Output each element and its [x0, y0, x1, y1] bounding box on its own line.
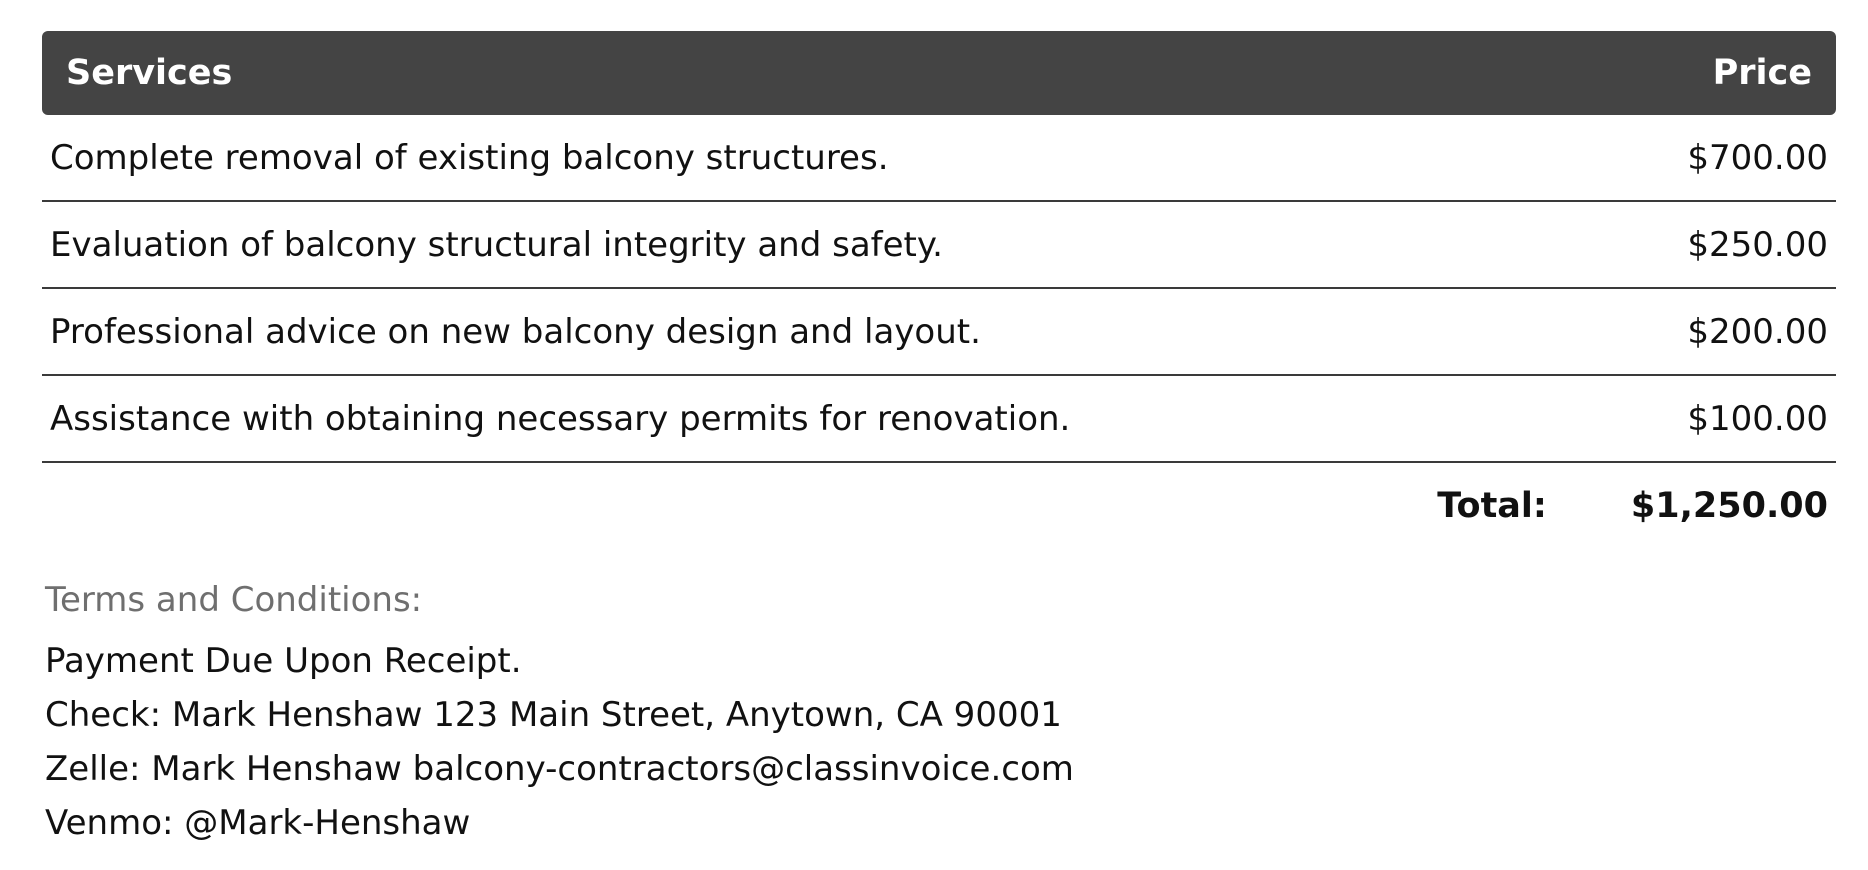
terms-line-venmo: Venmo: @Mark-Henshaw: [45, 803, 471, 843]
service-description: Professional advice on new balcony design and layout.: [50, 311, 981, 352]
service-price: $700.00: [1687, 137, 1828, 178]
price-column-header: Price: [1712, 53, 1812, 93]
terms-title: Terms and Conditions:: [45, 580, 423, 620]
terms-line-zelle: Zelle: Mark Henshaw balcony-contractors@classinvoice.com: [45, 749, 1074, 789]
service-price: $100.00: [1687, 398, 1828, 439]
service-description: Evaluation of balcony structural integrity and safety.: [50, 224, 943, 265]
table-header: [42, 31, 1836, 115]
table-row: [42, 202, 1836, 289]
service-price: $250.00: [1687, 224, 1828, 265]
table-row: [42, 376, 1836, 463]
total-label: Total:: [1437, 486, 1547, 526]
terms-section: [45, 580, 1074, 850]
terms-line-payment: Payment Due Upon Receipt.: [45, 641, 522, 681]
service-description: Assistance with obtaining necessary permits for renovation.: [50, 398, 1071, 439]
services-table: [42, 31, 1836, 549]
table-row: [42, 115, 1836, 202]
service-price: $200.00: [1687, 311, 1828, 352]
service-description: Complete removal of existing balcony structures.: [50, 137, 889, 178]
terms-line-check: Check: Mark Henshaw 123 Main Street, Anytown, CA 90001: [45, 695, 1062, 735]
services-column-header: Services: [66, 53, 233, 93]
total-value: $1,250.00: [1630, 486, 1828, 526]
table-row: [42, 289, 1836, 376]
total-row: [42, 463, 1836, 549]
